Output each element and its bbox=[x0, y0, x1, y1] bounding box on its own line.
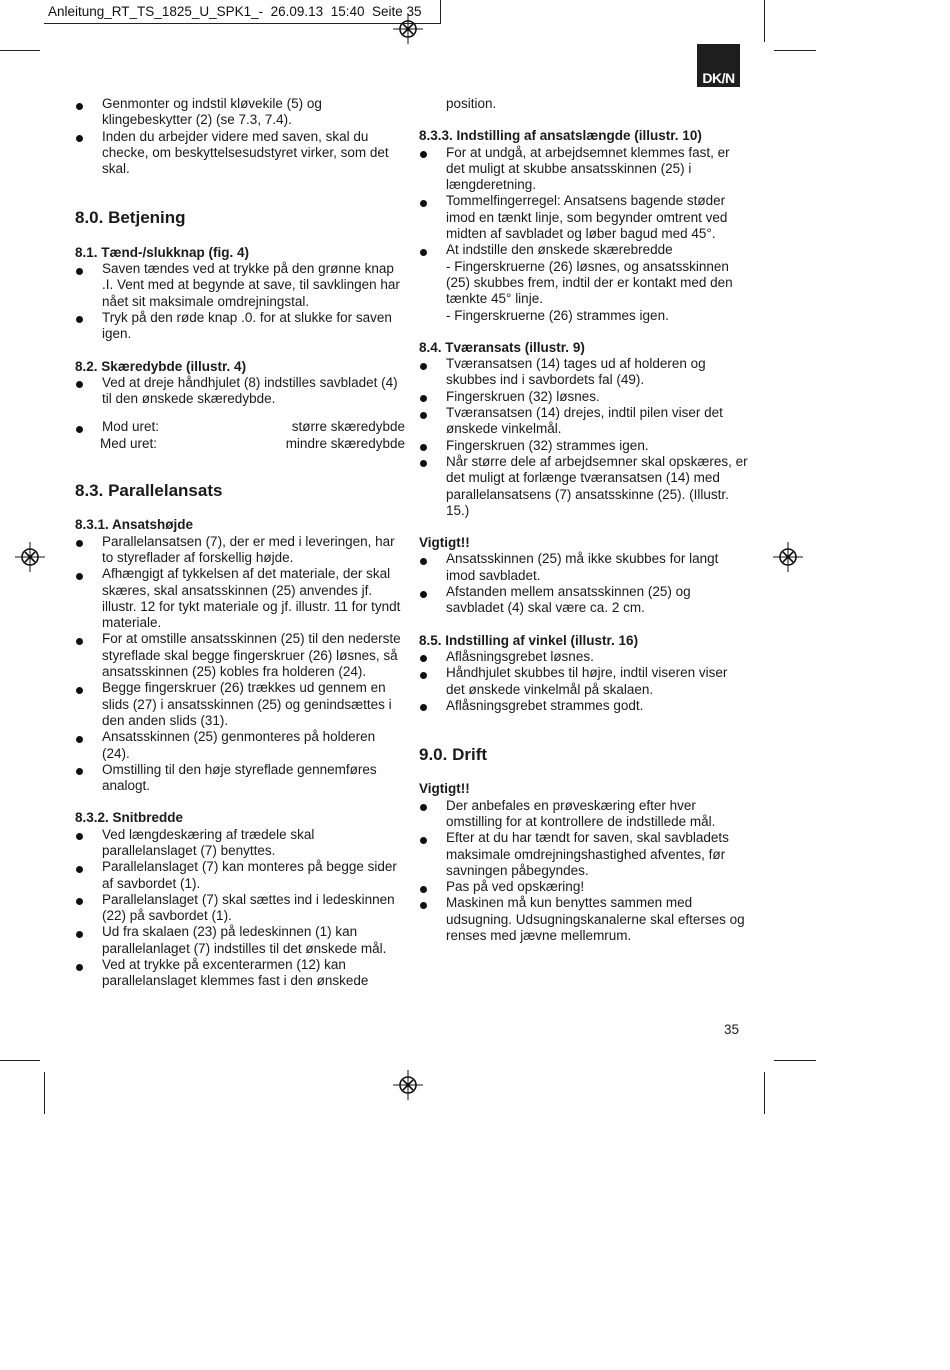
list-item: Saven tændes ved at trykke på den grønne knap .I. Vent med at begynde at save, til savklingen har nået sit maksimale omdrejningstal. bbox=[75, 261, 405, 310]
depth-row-label: Mod uret: bbox=[102, 419, 160, 435]
depth-row-value: mindre skæredybde bbox=[285, 435, 405, 451]
list-item: Ved længdeskæring af trædele skal parallelanslaget (7) benyttes. bbox=[75, 827, 405, 860]
crop-mark bbox=[774, 1060, 816, 1061]
section-heading: 9.0. Drift bbox=[419, 745, 488, 765]
list-item: Parallelanslaget (7) kan monteres på begge sider af savbordet (1). bbox=[75, 859, 405, 892]
list-item: Afhængigt af tykkelsen af det materiale, der skal skæres, skal ansatsskinnen (25) anvendes jf. illustr. 12 for tykt materiale og jf. illustr. 11 for tyndt materiale. bbox=[75, 566, 405, 631]
depth-row-label: Med uret: bbox=[100, 435, 158, 451]
list-item: Afstanden mellem ansatsskinnen (25) og savbladet (4) skal være ca. 2 cm. bbox=[419, 584, 749, 617]
list-item: Håndhjulet skubbes til højre, indtil viseren viser det ønskede vinkelmål på skalaen. bbox=[419, 665, 749, 698]
crop-mark bbox=[764, 1072, 765, 1114]
list-item: Begge fingerskruer (26) trækkes ud gennem en slids (27) i ansatsskinnen (25) og genindsættes i den anden slids (31). bbox=[75, 680, 405, 729]
subsection-heading: 8.3.2. Snitbredde bbox=[75, 810, 184, 826]
registration-mark-icon bbox=[773, 542, 803, 572]
list-item: At indstille den ønskede skærebredde bbox=[419, 242, 749, 258]
subsection-heading: 8.4. Tværansats (illustr. 9) bbox=[419, 339, 585, 355]
registration-mark-icon bbox=[393, 14, 423, 44]
subsection-heading: 8.3.1. Ansatshøjde bbox=[75, 517, 194, 533]
subsection-heading: 8.5. Indstilling af vinkel (illustr. 16) bbox=[419, 632, 639, 648]
list-item: Tværansatsen (14) drejes, indtil pilen viser det ønskede vinkelmål. bbox=[419, 405, 749, 438]
list-item: Ansatsskinnen (25) må ikke skubbes for langt imod savbladet. bbox=[419, 551, 749, 584]
depth-row-value: større skæredybde bbox=[291, 419, 405, 435]
crop-mark bbox=[764, 0, 765, 42]
registration-mark-icon bbox=[15, 542, 45, 572]
subsection-heading: 8.3.3. Indstilling af ansatslængde (illustr. 10) bbox=[419, 128, 702, 144]
section-heading: 8.3. Parallelansats bbox=[75, 481, 223, 501]
list-item: For at undgå, at arbejdsemnet klemmes fast, er det muligt at skubbe ansatsskinnen (25) i længderetning. bbox=[419, 145, 749, 194]
file-info-header: Anleitung_RT_TS_1825_U_SPK1_- 26.09.13 15:40 Seite 35 bbox=[48, 4, 422, 19]
crop-mark bbox=[774, 50, 816, 51]
list-item: Ved at dreje håndhjulet (8) indstilles savbladet (4) til den ønskede skæredybde. bbox=[75, 375, 405, 408]
list-item: Maskinen må kun benyttes sammen med udsugning. Udsugningskanalerne skal efterses og renses med jævne mellemrum. bbox=[419, 895, 749, 944]
list-item: Aflåsningsgrebet løsnes. bbox=[419, 649, 749, 665]
registration-mark-icon bbox=[393, 1070, 423, 1100]
right-column bbox=[419, 96, 749, 944]
list-item: Tværansatsen (14) tages ud af holderen og skubbes ind i savbordets fal (49). bbox=[419, 356, 749, 389]
list-item: Fingerskruen (32) løsnes. bbox=[419, 389, 749, 405]
subsection-heading: 8.1. Tænd-/slukknap (fig. 4) bbox=[75, 244, 250, 260]
list-item: Ansatsskinnen (25) genmonteres på holderen (24). bbox=[75, 729, 405, 762]
list-item: Parallelanslaget (7) skal sættes ind i ledeskinnen (22) på savbordet (1). bbox=[75, 892, 405, 925]
list-item: Aflåsningsgrebet strammes godt. bbox=[419, 698, 749, 714]
section-heading: 8.0. Betjening bbox=[75, 208, 186, 228]
list-item: Efter at du har tændt for saven, skal savbladets maksimale omdrejningshastighed afventes, før savningen påbegyndes. bbox=[419, 830, 749, 879]
list-item: Pas på ved opskæring! bbox=[419, 879, 749, 895]
list-item: Ud fra skalaen (23) på ledeskinnen (1) kan parallelanlaget (7) indstilles til det ønskede mål. bbox=[75, 924, 405, 957]
crop-mark bbox=[0, 50, 40, 51]
depth-row bbox=[75, 436, 405, 452]
subsection-heading: 8.2. Skæredybde (illustr. 4) bbox=[75, 358, 247, 374]
list-item: Parallelansatsen (7), der er med i leveringen, har to styreflader af forskellig højde. bbox=[75, 534, 405, 567]
list-item: Fingerskruen (32) strammes igen. bbox=[419, 438, 749, 454]
list-item: Tryk på den røde knap .0. for at slukke for saven igen. bbox=[75, 310, 405, 343]
list-item: Tommelfingerregel: Ansatsens bagende støder imod en tænkt linje, som begynder omtrent ved midten af savbladet og løber bagud med 45°. bbox=[419, 193, 749, 242]
list-item: Omstilling til den høje styreflade gennemføres analogt. bbox=[75, 762, 405, 795]
list-item: Ved at trykke på excenterarmen (12) kan parallelanslaget klemmes fast i den ønskede bbox=[75, 957, 405, 990]
left-column bbox=[75, 96, 405, 990]
crop-mark bbox=[0, 1060, 40, 1061]
sub-step: - Fingerskruerne (26) strammes igen. bbox=[446, 307, 669, 323]
page-number: 35 bbox=[724, 1022, 740, 1037]
list-item: Der anbefales en prøveskæring efter hver omstilling for at kontrollere de indstillede mål. bbox=[419, 798, 749, 831]
continued-text: position. bbox=[446, 96, 497, 111]
list-item: For at omstille ansatsskinnen (25) til den nederste styreflade skal begge fingerskruer (26) løsnes, så ansatsskinnen (25) kobles fra holderen (24). bbox=[75, 631, 405, 680]
language-badge: DK/N bbox=[697, 44, 740, 87]
depth-row bbox=[75, 419, 405, 435]
list-item: Inden du arbejder videre med saven, skal du checke, om beskyttelsesudstyret virker, som det skal. bbox=[75, 129, 405, 178]
list-item: Når større dele af arbejdsemner skal opskæres, er det muligt at forlænge tværansatsen (14) med parallelansatsens (7) ansatsskinne (25). (Illustr. 15.) bbox=[419, 454, 749, 519]
list-item: Genmonter og indstil kløvekile (5) og klingebeskytter (2) (se 7.3, 7.4). bbox=[75, 96, 405, 129]
warning-heading: Vigtigt!! bbox=[419, 781, 470, 797]
sub-step: - Fingerskruerne (26) løsnes, og ansatsskinnen (25) skubbes frem, indtil der er kontakt med den tænkte 45° linje. bbox=[446, 258, 733, 307]
warning-heading: Vigtigt!! bbox=[419, 535, 470, 551]
crop-mark bbox=[44, 1072, 45, 1114]
